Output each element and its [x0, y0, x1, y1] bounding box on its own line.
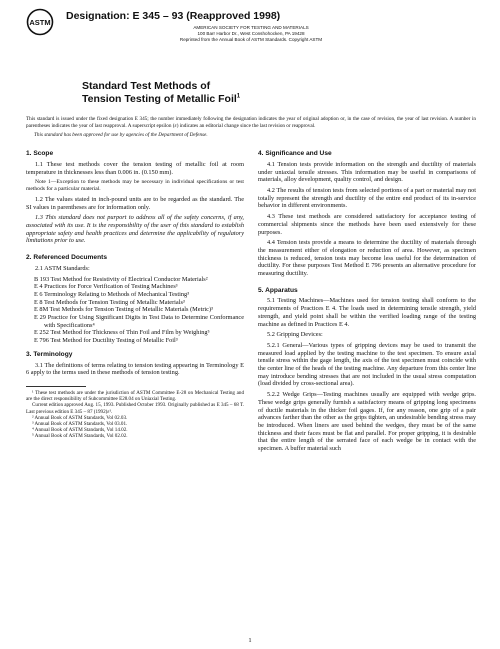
- designation: Designation: E 345 – 93 (Reapproved 1998): [66, 10, 281, 22]
- para-1-3: 1.3 This standard does not purport to address all of the safety concerns, if any, associated with its use. It is the responsibility of the user of this standard to establish appropriate safety and health practices and determine the applicability of regulatory limitations prior to use.: [26, 214, 244, 245]
- header: [26, 6, 476, 58]
- publisher-line: AMERICAN SOCIETY FOR TESTING AND MATERIALS: [193, 25, 309, 30]
- title-footnote-mark: 1: [236, 93, 241, 99]
- section-references-heading: 2. Referenced Documents: [26, 254, 107, 262]
- svg-text:ASTM: ASTM: [29, 18, 51, 27]
- right-column: [258, 150, 476, 456]
- para-4-4: 4.4 Tension tests provide a means to determine the ductility of materials through the measurement either of elongation or reduction of area. However, as specimen thickness is reduced, tension tests may become less useful for the determination of ductility. For these purposes Test Method E 796 presents an alternative procedure for measuring ductility.: [258, 239, 476, 278]
- footnote: ⁵ Annual Book of ASTM Standards, Vol 02.02.: [32, 433, 128, 440]
- reference-item: B 193 Test Method for Resistivity of Electrical Conductor Materials²: [34, 275, 208, 283]
- reference-item: E 252 Test Method for Thickness of Thin Foil and Film by Weighing⁵: [34, 329, 210, 337]
- reference-item: E 8M Test Methods for Tension Testing of Metallic Materials (Metric)³: [34, 306, 213, 314]
- footnote: ⁴ Annual Book of ASTM Standards, Vol 14.02.: [32, 427, 128, 434]
- para-5-1: 5.1 Testing Machines—Machines used for tension testing shall conform to the requirements of Practices E 4. The loads used in determining tensile strength, yield strength, and yield point shall be within the verified loading range of the testing machine as defined in Practices E 4.: [258, 297, 476, 328]
- para-5-2-2: 5.2.2 Wedge Grips—Testing machines usually are equipped with wedge grips. These wedge grips generally furnish a satisfactory means of gripping long specimens of ductile materials in the thicker foil gages. If, for any reason, one grip of a pair advances farther than the other as the grips tighten, an undesirable bending stress may be introduced. When liners are used behind the wedges, they must be of the same thickness and their faces must be flat and parallel. For proper gripping, it is desirable that the entire length of the serrated face of each wedge be in contact with the specimen. A buffer material such: [258, 391, 476, 453]
- page-number: 1: [248, 637, 252, 644]
- publisher-line: 100 Barr Harbor Dr., West Conshohocken, PA 19428: [197, 30, 305, 36]
- left-column: [26, 150, 244, 456]
- section-terminology-heading: 3. Terminology: [26, 350, 73, 358]
- document-title: [82, 80, 476, 105]
- section-scope-heading: 1. Scope: [26, 150, 54, 158]
- refs-intro: 2.1 ASTM Standards:: [35, 264, 90, 272]
- publisher-line: Reprinted from the Annual Book of ASTM Standards. Copyright ASTM: [179, 36, 323, 42]
- title-line-1: Standard Test Methods of: [82, 80, 211, 92]
- para-3-1: 3.1 The definitions of terms relating to tension testing appearing in Terminology E 6 apply to the terms used in these methods of tension testing.: [26, 361, 244, 377]
- footnote: ³ Annual Book of ASTM Standards, Vol 03.01.: [32, 420, 128, 427]
- para-4-2: 4.2 The results of tension tests from selected portions of a part or material may not totally represent the strength and ductility of the entire end product of its in-service behavior in different environments.: [258, 187, 476, 210]
- publisher-block: [26, 25, 476, 42]
- reference-item: E 6 Terminology Relating to Methods of Mechanical Testing³: [34, 290, 190, 298]
- designation-notice: This standard is issued under the fixed designation E 345; the number immediately following the designation indicates the year of original adoption or, in the case of revision, the year of last revision. A number in parentheses indicates the year of last reapproval. A superscript epsilon (ε) indicates an editorial change since the last revision or reapproval.: [26, 116, 476, 129]
- para-5-2: 5.2 Gripping Devices:: [267, 331, 323, 339]
- footnote: ¹ These test methods are under the jurisdiction of ASTM Committee E-28 on Mechanical Testing and are the direct responsibility of Subcommittee E28.04 on Uniaxial Testing.: [26, 389, 244, 403]
- para-1-2: 1.2 The values stated in inch-pound units are to be regarded as the standard. The SI values in parentheses are for information only.: [26, 195, 244, 211]
- para-4-1: 4.1 Tension tests provide information on the strength and ductility of materials under uniaxial tensile stresses. This information may be useful in comparisons of materials, alloy development, quality control, and design.: [258, 160, 476, 184]
- para-5-2-1: 5.2.1 General—Various types of gripping devices may be used to transmit the measured load applied by the testing machine to the test specimen. To ensure axial tensile stress within the gage length, the axis of the test specimen must coincide with the center line of the heads of the testing machine. Any departure from this center line may introduce bending stresses that are not included in the usual stress computation (load divided by cross-sectional area).: [258, 341, 476, 388]
- reference-item: E 8 Test Methods for Tension Testing of Metallic Materials³: [34, 298, 185, 306]
- footnote: Current edition approved Aug. 15, 1993. Published October 1993. Originally published as E 345 – 68 T. Last previous edition E 345 – 87 (1992)ε¹.: [26, 402, 244, 415]
- footnote-divider: [26, 386, 86, 387]
- reference-item: E 4 Practices for Force Verification of Testing Machines³: [34, 283, 178, 291]
- section-apparatus-heading: 5. Apparatus: [258, 286, 298, 294]
- note-1: Note 1—Exception to these methods may be necessary in individual specifications or test methods for a particular material.: [26, 179, 244, 193]
- footnote: ² Annual Book of ASTM Standards, Vol 02.03.: [32, 414, 128, 421]
- section-significance-heading: 4. Significance and Use: [258, 150, 332, 158]
- para-4-3: 4.3 These test methods are considered satisfactory for acceptance testing of commercial shipments since the methods have been used extensively for these purposes.: [258, 213, 476, 236]
- reference-item: E 29 Practice for Using Significant Digits in Test Data to Determine Conformance with Specifications⁴: [34, 314, 244, 329]
- title-line-2: Tension Testing of Metallic Foil$^1$: [82, 92, 241, 105]
- para-1-1: 1.1 These test methods cover the tension testing of metallic foil at room temperature in thicknesses less than 0.006 in. (0.150 mm).: [26, 160, 244, 176]
- reference-item: E 796 Test Method for Ductility Testing of Metallic Foil³: [34, 337, 178, 345]
- body-columns: [26, 150, 476, 456]
- dod-endorsement: This standard has been approved for use by agencies of the Department of Defense.: [34, 132, 208, 139]
